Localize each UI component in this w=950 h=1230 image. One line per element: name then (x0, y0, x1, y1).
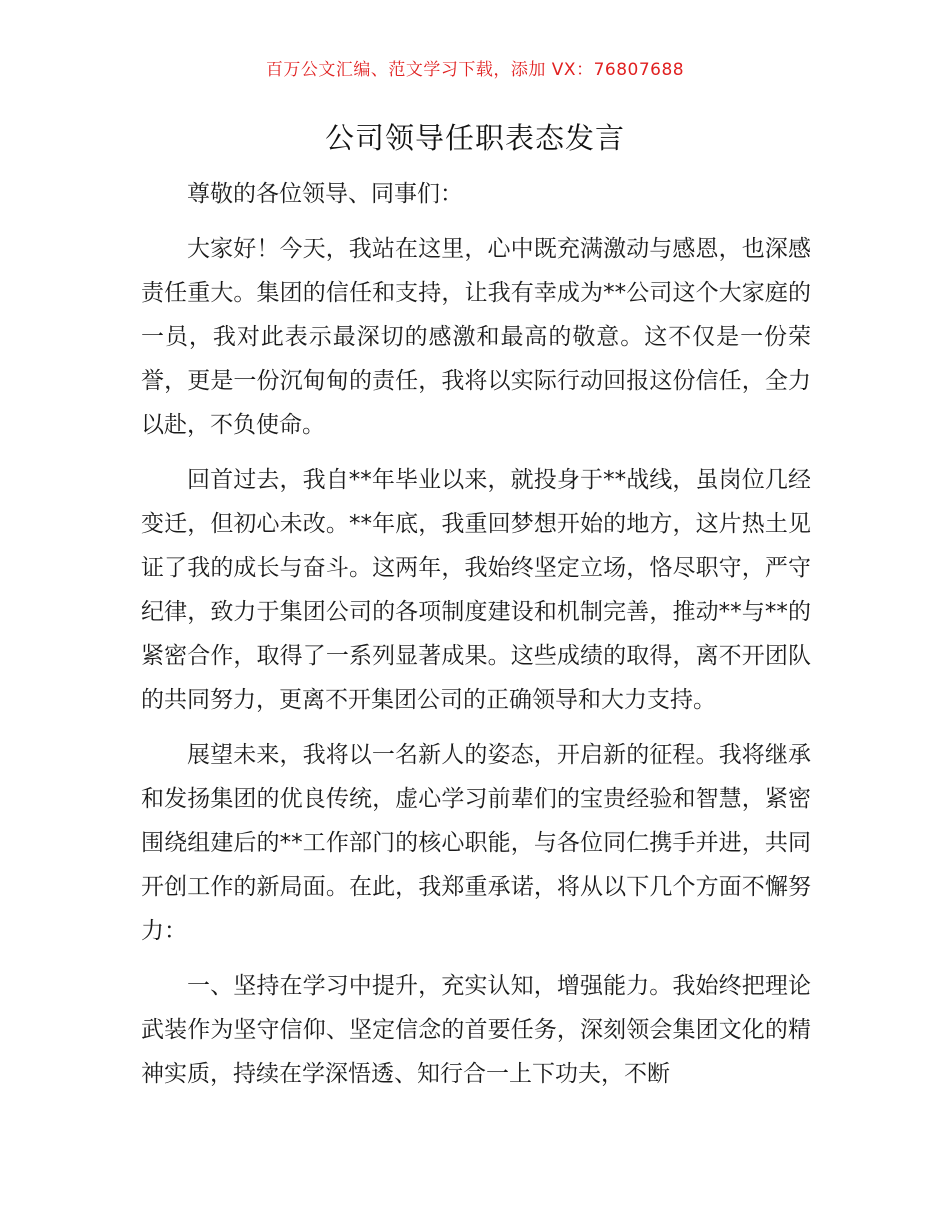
salutation: 尊敬的各位领导、同事们： (187, 181, 463, 207)
document-title: 公司领导任职表态发言 (324, 121, 625, 155)
paragraph-greeting: 大家好！今天，我站在这里，心中既充满激动与感恩，也深感责任重大。集团的信任和支持，让我有幸成为**公司这个大家庭的一员，我对此表示最深切的感激和最高的敬意。这不仅是一份荣誉，更是一份沉甸甸的责任，我将以实际行动回报这份信任，全力以赴，不负使命。 (141, 236, 811, 438)
watermark-header: 百万公文汇编、范文学习下载，添加 VX：76807688 (265, 60, 685, 80)
paragraph-outlook: 展望未来，我将以一名新人的姿态，开启新的征程。我将继承和发扬集团的优良传统，虚心学习前辈们的宝贵经验和智慧，紧密围绕组建后的**工作部门的核心职能，与各位同仁携手并进，共同开创工作的新局面。在此，我郑重承诺，将从以下几个方面不懈努力： (141, 742, 811, 944)
paragraph-point-one: 一、坚持在学习中提升，充实认知，增强能力。我始终把理论武装作为坚守信仰、坚定信念的首要任务，深刻领会集团文化的精神实质，持续在学深悟透、知行合一上下功夫，不断 (141, 973, 811, 1087)
paragraph-review: 回首过去，我自**年毕业以来，就投身于**战线，虽岗位几经变迁，但初心未改。**年底，我重回梦想开始的地方，这片热土见证了我的成长与奋斗。这两年，我始终坚定立场，恪尽职守，严守纪律，致力于集团公司的各项制度建设和机制完善，推动**与**的紧密合作，取得了一系列显著成果。这些成绩的取得，离不开团队的共同努力，更离不开集团公司的正确领导和大力支持。 (141, 467, 811, 713)
document-body (141, 172, 811, 1107)
